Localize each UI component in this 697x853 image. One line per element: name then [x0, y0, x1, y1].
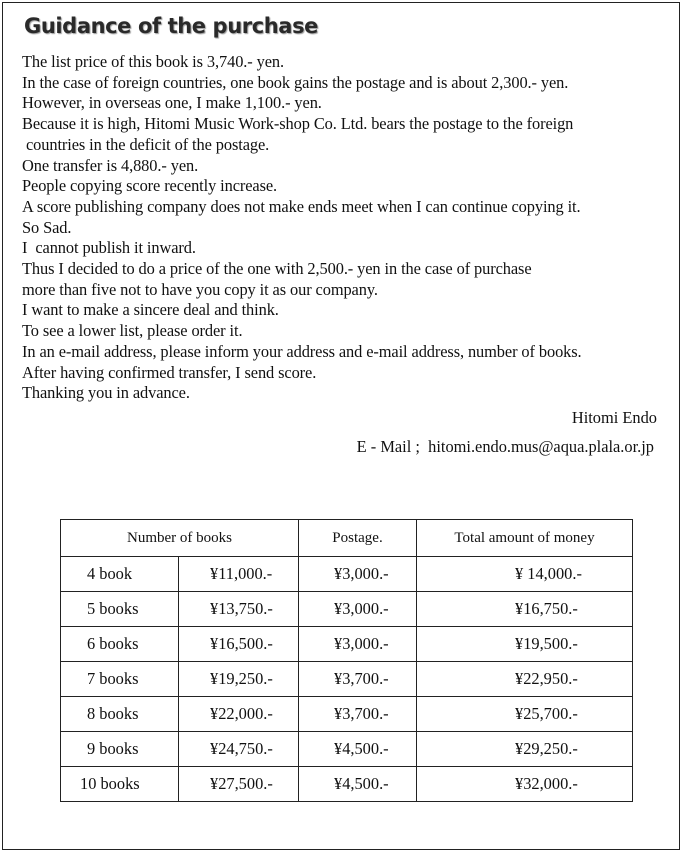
header-number-of-books: Number of books: [61, 520, 299, 557]
guidance-body: [22, 52, 677, 404]
books-cell: 7 books: [61, 662, 179, 697]
body-line: I cannot publish it inward.: [22, 238, 196, 258]
body-line: So Sad.: [22, 217, 72, 237]
table-row: [61, 557, 633, 592]
body-line: I want to make a sincere deal and think.: [22, 300, 279, 320]
price-cell: ¥13,750.-: [179, 592, 299, 627]
body-line: After having confirmed transfer, I send score.: [22, 362, 317, 382]
header-postage: Postage.: [299, 520, 417, 557]
price-table: [60, 519, 633, 802]
body-line: People copying score recently increase.: [22, 176, 278, 196]
table-row: [61, 697, 633, 732]
table-header-row: [61, 520, 633, 557]
books-cell: 8 books: [61, 697, 179, 732]
books-cell: 9 books: [61, 732, 179, 767]
body-line: In an e-mail address, please inform your address and e-mail address, number of books.: [22, 341, 582, 361]
postage-cell: ¥4,500.-: [299, 767, 417, 802]
signature: Hitomi Endo: [571, 408, 657, 427]
body-line: However, in overseas one, I make 1,100.- yen.: [22, 93, 322, 113]
price-cell: ¥16,500.-: [179, 627, 299, 662]
table-row: [61, 592, 633, 627]
price-cell: ¥27,500.-: [179, 767, 299, 802]
postage-cell: ¥3,000.-: [299, 557, 417, 592]
books-cell: 4 book: [61, 557, 179, 592]
total-cell: ¥32,000.-: [417, 767, 633, 802]
body-line: more than five not to have you copy it as our company.: [22, 279, 378, 299]
table-row: [61, 732, 633, 767]
body-line: One transfer is 4,880.- yen.: [22, 155, 199, 175]
header-total: Total amount of money: [417, 520, 633, 557]
body-line: countries in the deficit of the postage.: [22, 134, 270, 154]
postage-cell: ¥3,000.-: [299, 627, 417, 662]
table-row: [61, 627, 633, 662]
books-cell: 6 books: [61, 627, 179, 662]
body-line: To see a lower list, please order it.: [22, 321, 243, 341]
price-cell: ¥11,000.-: [179, 557, 299, 592]
price-cell: ¥19,250.-: [179, 662, 299, 697]
total-cell: ¥29,250.-: [417, 732, 633, 767]
table-row: [61, 662, 633, 697]
body-line: The list price of this book is 3,740.- yen.: [22, 52, 285, 71]
total-cell: ¥16,750.-: [417, 592, 633, 627]
body-line: Thus I decided to do a price of the one with 2,500.- yen in the case of purchase: [22, 259, 532, 279]
body-line: Thanking you in advance.: [22, 383, 190, 403]
body-line: Because it is high, Hitomi Music Work-shop Co. Ltd. bears the postage to the foreign: [22, 114, 574, 134]
page-title: Guidance of the purchase: [24, 14, 319, 38]
postage-cell: ¥3,700.-: [299, 662, 417, 697]
postage-cell: ¥3,000.-: [299, 592, 417, 627]
price-cell: ¥24,750.-: [179, 732, 299, 767]
postage-cell: ¥4,500.-: [299, 732, 417, 767]
books-cell: 10 books: [61, 767, 179, 802]
total-cell: ¥25,700.-: [417, 697, 633, 732]
postage-cell: ¥3,700.-: [299, 697, 417, 732]
total-cell: ¥22,950.-: [417, 662, 633, 697]
total-cell: ¥ 14,000.-: [417, 557, 633, 592]
price-cell: ¥22,000.-: [179, 697, 299, 732]
email-contact: E - Mail ; hitomi.endo.mus@aqua.plala.or.jp: [356, 437, 654, 456]
body-line: In the case of foreign countries, one book gains the postage and is about 2,300.- yen.: [22, 72, 569, 92]
books-cell: 5 books: [61, 592, 179, 627]
table-row: [61, 767, 633, 802]
body-line: A score publishing company does not make ends meet when I can continue copying it.: [22, 196, 581, 216]
purchase-guidance-page: [2, 2, 680, 850]
total-cell: ¥19,500.-: [417, 627, 633, 662]
